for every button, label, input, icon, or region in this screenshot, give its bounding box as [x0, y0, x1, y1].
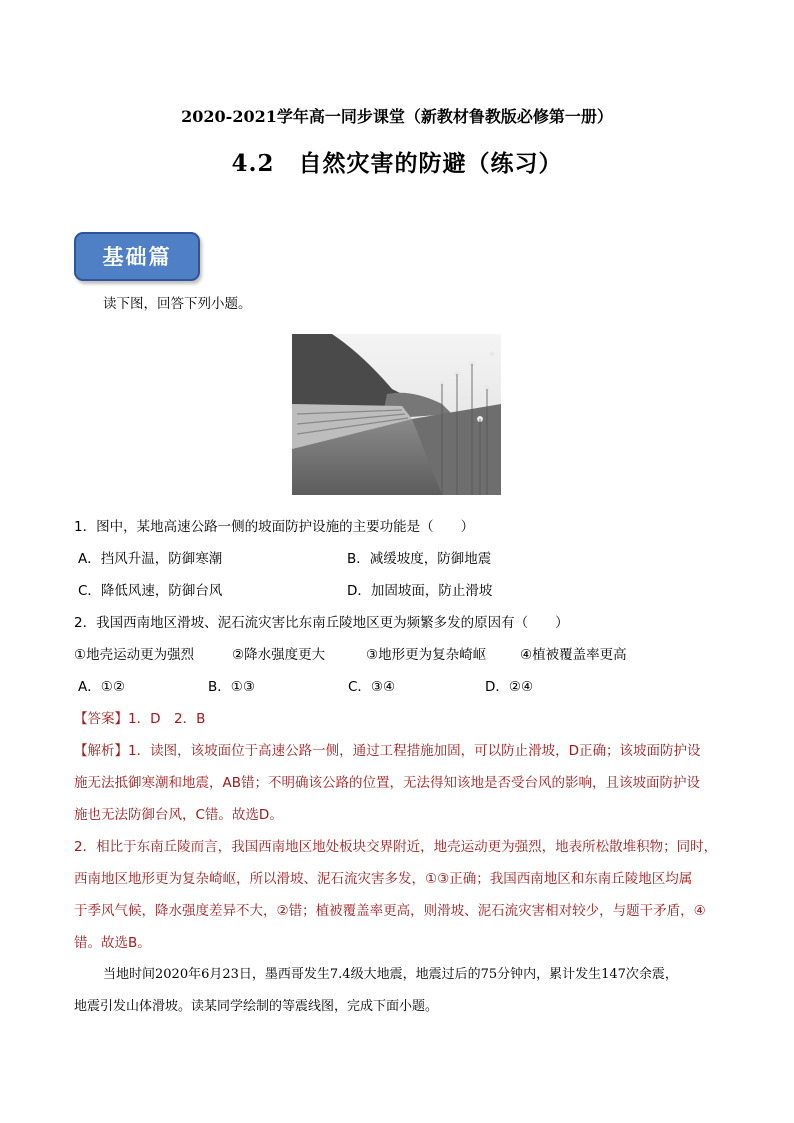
analysis-line-3: 施也无法防御台风，C错。故选D。 — [74, 807, 283, 823]
q2-option-a: A．①② — [78, 679, 125, 695]
next-intro-line-2: 地震引发山体滑坡。读某同学绘制的等震线图，完成下面小题。 — [74, 999, 439, 1014]
section-badge: 基础篇 — [74, 232, 200, 281]
answer-label: 【答案】 — [74, 711, 128, 727]
q2-option-b: B．①③ — [208, 679, 255, 695]
q2-item-2: ②降水强度更大 — [232, 647, 326, 663]
analysis-line-7: 错。故选B。 — [74, 935, 151, 951]
slope-protection-photo — [292, 334, 501, 495]
answer-line — [74, 707, 205, 727]
q2-item-4: ④植被覆盖率更高 — [520, 647, 627, 663]
analysis-line-1 — [74, 739, 700, 759]
series-title: 2020-2021学年高一同步课堂（新教材鲁教版必修第一册） — [181, 107, 613, 126]
q2-item-1: ①地壳运动更为强烈 — [74, 647, 195, 663]
q1-option-d: D．加固坡面，防止滑坡 — [347, 583, 493, 599]
next-intro-line-1: 当地时间2020年6月23日，墨西哥发生7.4级大地震，地震过后的75分钟内，累计发生147次余震， — [103, 967, 678, 982]
question-1-stem: 1．图中，某地高速公路一侧的坡面防护设施的主要功能是（ ） — [74, 519, 475, 535]
q1-option-b: B．减缓坡度，防御地震 — [347, 551, 492, 567]
analysis-line-4: 2．相比于东南丘陵而言，我国西南地区地处板块交界附近，地壳运动更为强烈，地表所松散堆积物；同时， — [74, 839, 718, 855]
answer-text: 1．D 2．B — [128, 711, 206, 727]
q1-option-c: C．降低风速，防御台风 — [78, 583, 223, 599]
analysis-line-2: 施无法抵御寒潮和地震，AB错；不明确该公路的位置，无法得知该地是否受台风的影响，且该坡面防护设 — [74, 775, 700, 791]
lesson-title: 4.2 自然灾害的防避（练习） — [231, 150, 563, 177]
q2-item-3: ③地形更为复杂崎岖 — [366, 647, 487, 663]
analysis-line-6: 于季风气候，降水强度差异不大，②错；植被覆盖率更高，则滑坡、泥石流灾害相对较少，与题干矛盾，④ — [74, 903, 706, 919]
q1-option-a: A．挡风升温，防御寒潮 — [78, 551, 223, 567]
analysis-line-5: 西南地区地形更为复杂崎岖，所以滑坡、泥石流灾害多发，①③正确；我国西南地区和东南丘陵地区均属 — [74, 871, 693, 887]
analysis-text: 1．读图，该坡面位于高速公路一侧，通过工程措施加固，可以防止滑坡，D正确；该坡面防护设 — [128, 743, 701, 759]
q2-option-d: D．②④ — [485, 679, 534, 695]
intro-text: 读下图，回答下列小题。 — [103, 296, 252, 312]
question-2-stem: 2．我国西南地区滑坡、泥石流灾害比东南丘陵地区更为频繁多发的原因有（ ） — [74, 615, 569, 631]
q2-option-c: C．③④ — [348, 679, 396, 695]
analysis-label: 【解析】 — [74, 743, 128, 759]
